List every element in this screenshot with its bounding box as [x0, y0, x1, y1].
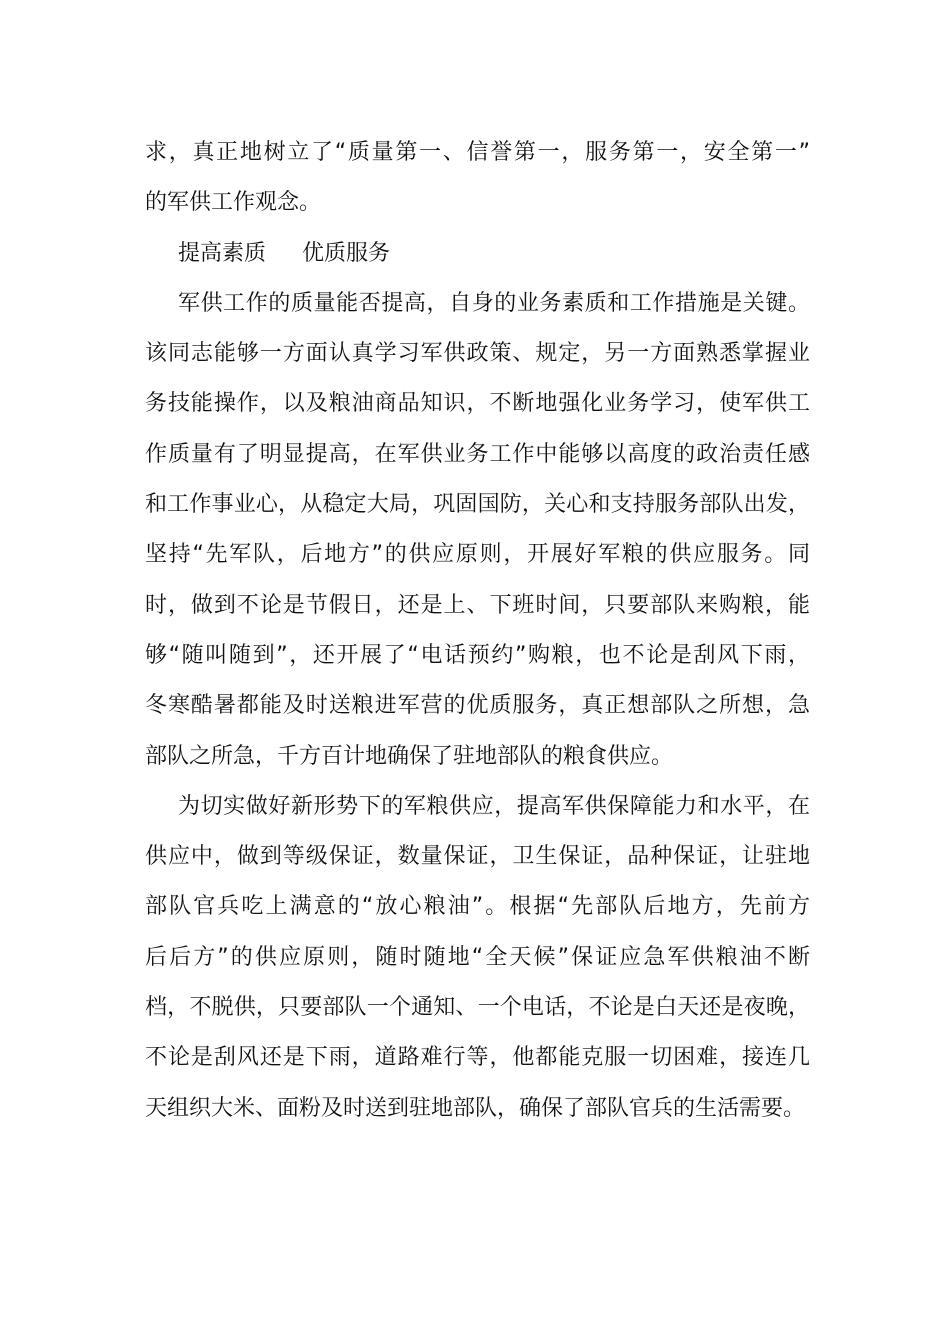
text-line: 部队官兵吃上满意的“放心粮油”。根据“先部队后地方，先前方 [145, 894, 810, 920]
text-line: 该同志能够一方面认真学习军供政策、规定，另一方面熟悉掌握业 [145, 341, 810, 367]
text-line: 冬寒酷暑都能及时送粮进军营的优质服务，真正想部队之所想，急 [145, 693, 810, 719]
document-body [145, 128, 810, 1134]
text-line: 部队之所急，千方百计地确保了驻地部队的粮食供应。 [145, 743, 674, 769]
text-line: 和工作事业心，从稳定大局，巩固国防，关心和支持服务部队出发， [145, 492, 810, 518]
heading-part-1: 提高素质 [178, 240, 267, 266]
text-line: 时，做到不论是节假日，还是上、下班时间，只要部队来购粮，能 [145, 592, 810, 618]
text-line: 的军供工作观念。 [145, 190, 322, 216]
text-line: 供应中，做到等级保证，数量保证，卫生保证，品种保证，让驻地 [145, 844, 810, 870]
text-line: 天组织大米、面粉及时送到驻地部队，确保了部队官兵的生活需要。 [145, 1095, 806, 1121]
text-line: 军供工作的质量能否提高，自身的业务素质和工作措施是关键。 [178, 290, 810, 316]
section-heading [145, 229, 810, 279]
text-line: 坚持“先军队，后地方”的供应原则，开展好军粮的供应服务。同 [145, 542, 810, 568]
text-line: 档，不脱供，只要部队一个通知、一个电话，不论是白天还是夜晚， [145, 995, 810, 1021]
paragraph-2 [145, 279, 810, 782]
text-line: 不论是刮风还是下雨，道路难行等，他都能克服一切困难，接连几 [145, 1045, 810, 1071]
heading-part-2: 优质服务 [302, 240, 391, 266]
text-line: 后后方”的供应原则，随时随地“全天候”保证应急军供粮油不断 [145, 944, 810, 970]
text-line: 求，真正地树立了“质量第一、信誉第一，服务第一，安全第一” [145, 140, 810, 165]
paragraph-1 [145, 128, 810, 229]
text-line: 作质量有了明显提高，在军供业务工作中能够以高度的政治责任感 [145, 441, 810, 467]
paragraph-3 [145, 782, 810, 1134]
text-line: 够“随叫随到”，还开展了“电话预约”购粮，也不论是刮风下雨， [145, 642, 810, 668]
text-line: 务技能操作，以及粮油商品知识，不断地强化业务学习，使军供工 [145, 391, 810, 417]
text-line: 为切实做好新形势下的军粮供应，提高军供保障能力和水平，在 [178, 793, 810, 819]
